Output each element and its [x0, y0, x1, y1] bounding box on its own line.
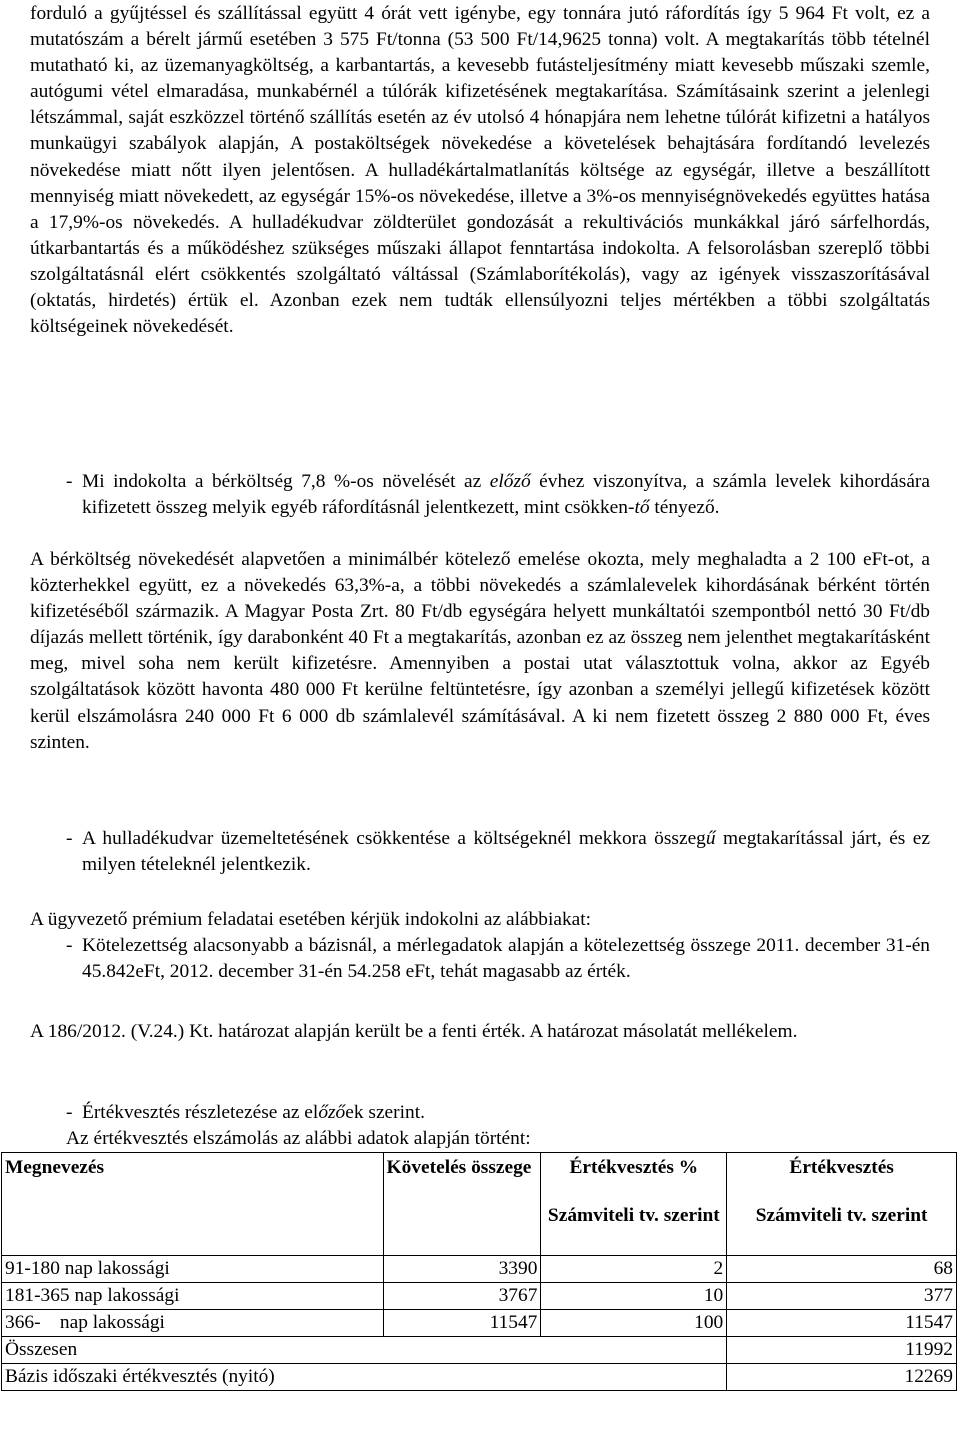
table-row: [2, 1283, 957, 1310]
row-name: 91-180 nap lakossági: [2, 1256, 384, 1283]
question-impairment-text: Értékvesztés részletezése az előzőek szerint.: [82, 1102, 425, 1123]
row-pct: 2: [541, 1256, 727, 1283]
row-name: Bázis időszaki értékvesztés (nyitó): [2, 1364, 727, 1391]
header-pct-sub: Számviteli tv. szerint: [541, 1203, 727, 1256]
row-amount: 11547: [383, 1310, 541, 1337]
row-pct: 10: [541, 1283, 727, 1310]
header-name: Megnevezés: [2, 1153, 384, 1256]
bullet-dash: -: [66, 1102, 73, 1123]
header-val-sub: Számviteli tv. szerint: [727, 1203, 957, 1256]
bullet-dash: -: [66, 828, 73, 849]
row-val: 11547: [727, 1310, 957, 1337]
question-waste-yard-text: A hulladékudvar üzemeltetésének csökkentése a költségeknél mekkora összegű megtakarítással járt, és ez milyen tételeknél jelentkezik.: [82, 828, 931, 876]
header-amount: Követelés összege: [383, 1153, 541, 1256]
table-header-row: [2, 1153, 957, 1204]
row-amount: 3390: [383, 1256, 541, 1283]
question-wage-cost-text: Mi indokolta a bérköltség 7,8 %-os növelését az előző évhez viszonyítva, a számla levelek kihordására kifizetett összeg melyik egyéb ráfordításnál jelentkezett, mint csökken-tő tényező.: [82, 471, 930, 519]
header-val: Értékvesztés: [727, 1153, 957, 1204]
row-val: 68: [727, 1256, 957, 1283]
header-pct: Értékvesztés %: [541, 1153, 727, 1204]
row-val: 11992: [727, 1337, 957, 1364]
paragraph-fuel-savings: forduló a gyűjtéssel és szállítással együtt 4 órát vett igénybe, egy tonnára jutó ráfordítás így 5 964 Ft volt, ez a mutatószám a bérelt jármű esetében 3 575 Ft/tonna (53 500 Ft/14,9625 tonna) volt. A megtakarítás több tételnél mutatható ki, az üzemanyagköltség, a karbantartás, a kevesebb futásteljesítmény miatt kevesebb műszaki szemle, autógumi vétel elmaradása, munkabérnél a túlórák kifizetésének megtakarítása. Számításaink szerint a jelenlegi létszámmal, saját eszközzel történő szállítás esetén az év utolsó 4 hónapjára nem lehetne túlórát kifizetni a hatályos munkaügyi szabályok alapján, A postaköltségek növekedése a követelések behajtására fordítandó levelezés növekedése miatt nőtt ilyen jelentősen. A hulladékártalmatlanítás költsége az egységár, illetve a beszállított mennyiség miatt növekedett, az egységár 15%-os növekedése, illetve a 3%-os mennyiségnövekedés együttes hatása a 17,9%-os növekedés. A hulladékudvar zöldterület gondozását a rekultivációs munkákkal járó sárfelhordás, útkarbantartás és a működéshez szükséges műszaki állapot fenntartása indokolta. A felsorolásban szereplő többi szolgáltatásnál elért csökkentés szolgáltató váltással (Számlaborítékolás), vagy az igények visszaszorításával (oktatás, hirdetés) értük el. Azonban ezek nem tudták ellensúlyozni teljes mértékben a többi szolgáltatás költségeinek növekedését.: [30, 3, 930, 338]
row-name: 366- nap lakossági: [2, 1310, 384, 1337]
question-waste-yard: [30, 826, 930, 878]
row-val: 12269: [727, 1364, 957, 1391]
question-impairment: [30, 1100, 930, 1126]
paragraph-resolution: A 186/2012. (V.24.) Kt. határozat alapján került be a fenti érték. A határozat másolatát mellékelem.: [30, 1021, 798, 1042]
row-name: Összesen: [2, 1337, 727, 1364]
row-pct: 100: [541, 1310, 727, 1337]
table-intro: Az értékvesztés elszámolás az alábbi adatok alapján történt:: [66, 1128, 531, 1149]
row-val: 377: [727, 1283, 957, 1310]
question-liabilities-text: Kötelezettség alacsonyabb a bázisnál, a mérlegadatok alapján a kötelezettség összege 2011. december 31-én 45.842eFt, 2012. december 31-én 54.258 eFt, tehát magasabb az érték.: [82, 935, 930, 983]
impairment-table: [1, 1152, 957, 1391]
row-amount: 3767: [383, 1283, 541, 1310]
table-row-total: [2, 1337, 957, 1364]
premium-intro: A ügyvezető prémium feladatai esetében kérjük indokolni az alábbiakat:: [30, 909, 592, 930]
table-row: [2, 1310, 957, 1337]
table-row: [2, 1256, 957, 1283]
paragraph-wage-cost: A bérköltség növekedését alapvetően a minimálbér kötelező emelése okozta, mely meghaladta a 2 100 eFt-ot, a közterhekkel együtt, ez a növekedés 63,3%-a, a többi növekedés a számlalevelek kihordásának bérként történ kifizetéséből származik. A Magyar Posta Zrt. 80 Ft/db egységára helyett munkáltatói szempontból nettó 30 Ft/db díjazás mellett történik, így darabonként 40 Ft a megtakarítás, azonban ez az összeg nem jelenthet megtakarításként meg, mivel soha nem került kifizetésre. Amennyiben a postai utat választottuk volna, akkor az Egyéb szolgáltatások között havonta 480 000 Ft kerülne feltüntetésre, így azonban a személyi jellegű kifizetések között kerül elszámolásra 240 000 Ft 6 000 db számlalevél számításával. A ki nem fizetett összeg 2 880 000 Ft, éves szinten.: [30, 549, 930, 753]
table-row-base: [2, 1364, 957, 1391]
bullet-dash: -: [66, 935, 73, 956]
bullet-dash: -: [66, 471, 73, 492]
question-wage-cost: [30, 469, 930, 521]
row-name: 181-365 nap lakossági: [2, 1283, 384, 1310]
question-liabilities: [30, 933, 930, 985]
